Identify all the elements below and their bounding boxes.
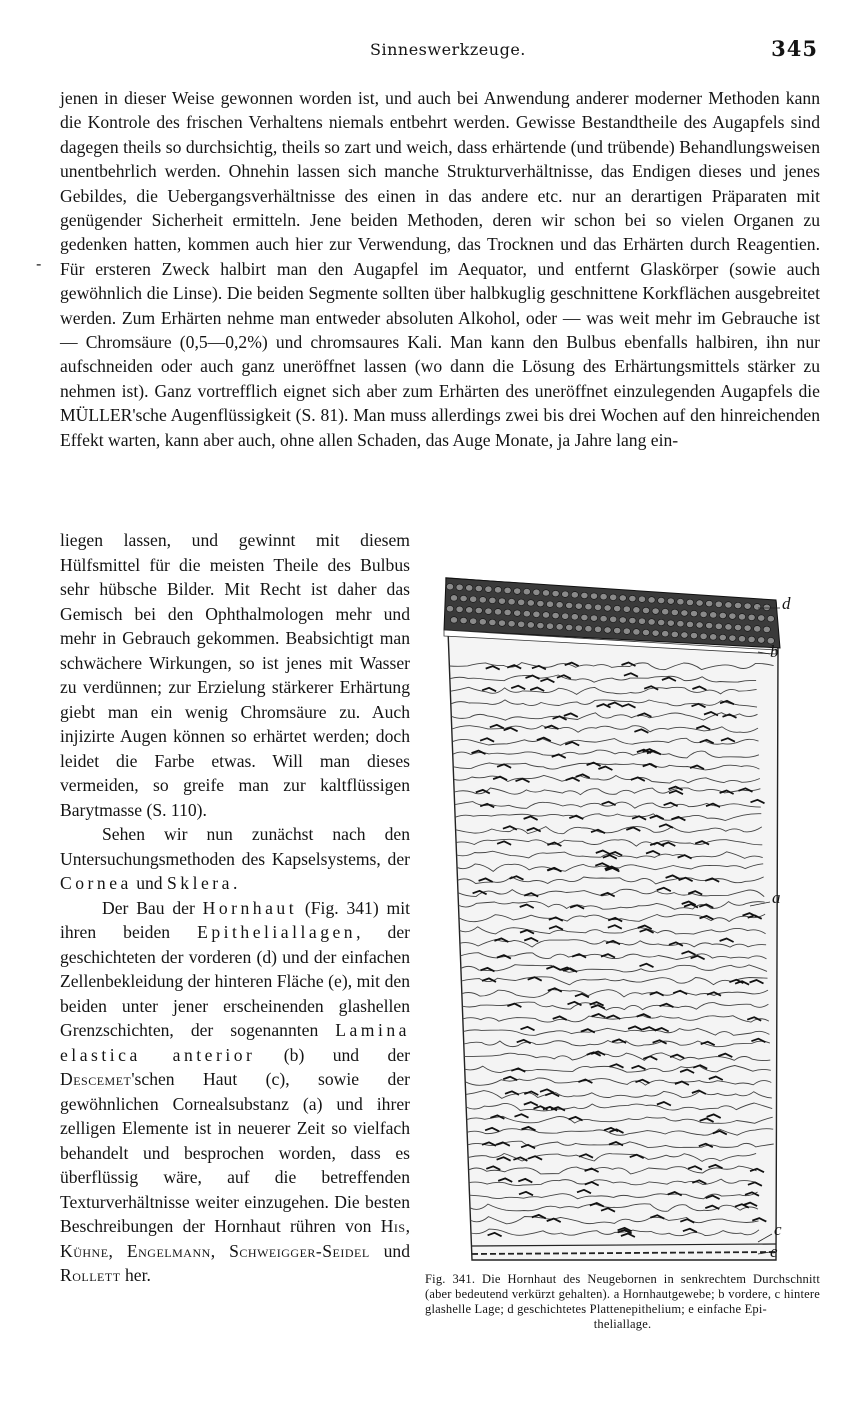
label-d: d [782, 594, 791, 613]
epithelial-cell [594, 626, 601, 632]
epithelial-cell [681, 632, 688, 638]
epithelial-cell [758, 615, 765, 621]
epithelial-cell [542, 590, 549, 596]
epithelial-cell [556, 602, 563, 608]
epithelial-cell [658, 597, 665, 603]
page-number: 345 [771, 36, 818, 61]
epithelial-cell [629, 617, 636, 623]
epithelial-cell [537, 600, 544, 606]
epithelial-cell [470, 596, 477, 602]
epithelial-cell [546, 623, 553, 629]
epithelial-cell [681, 610, 688, 616]
epithelial-cell [446, 606, 453, 612]
body-text-column [60, 528, 410, 1288]
epithelial-cell [738, 614, 745, 620]
epithelial-cell [648, 597, 655, 603]
epithelial-cell [604, 605, 611, 611]
label-a: a [772, 888, 781, 907]
epithelial-cell [533, 611, 540, 617]
epithelial-cell [642, 629, 649, 635]
paragraph-hornhaut [60, 896, 410, 1288]
text-run: , [405, 1216, 410, 1236]
epithelial-cell [571, 614, 578, 620]
label-e: e [770, 1242, 778, 1261]
epithelial-cell [671, 631, 678, 637]
epithelial-cell [470, 618, 477, 624]
epithelial-cell [508, 621, 515, 627]
caption-last-line: theliallage. [593, 1317, 652, 1331]
body-text-full-width [60, 86, 820, 452]
epithelial-cell [725, 624, 732, 630]
epithelial-cell [719, 612, 726, 618]
epithelial-cell [514, 610, 521, 616]
epithelial-cell [677, 621, 684, 627]
epithelial-cell [575, 625, 582, 631]
epithelial-cell [729, 613, 736, 619]
text-run: 'schen Haut (c), sowie der gewöhnlichen Cornealsubstanz (a) und ihrer zelligen Elemente ist in neuerer Zeit so vielfach behandelt und besprochen worden, dass es überflüssig wäre, auf die betreffenden Texturverhältnisse weiter einzugehen. Die besten Beschreibungen der Hornhaut rühren von [60, 1069, 410, 1236]
author-descemet: Descemet [60, 1069, 132, 1089]
epithelial-cell [504, 587, 511, 593]
epithelial-cell [623, 628, 630, 634]
epithelial-cell [614, 605, 621, 611]
epithelial-cell [450, 617, 457, 623]
epithelial-cell [696, 600, 703, 606]
epithelial-cell [638, 596, 645, 602]
epithelial-cell [460, 595, 467, 601]
epithelial-cell [629, 595, 636, 601]
text-run: Der Bau der [102, 897, 203, 918]
epithelial-cell [600, 616, 607, 622]
epithelial-cell [527, 622, 534, 628]
text-run: (Fig. 341) mit ihren beiden [60, 897, 410, 942]
epithelial-cell [700, 611, 707, 617]
epithelial-cell [652, 630, 659, 636]
epithelial-cell [566, 624, 573, 630]
epithelial-cell [585, 626, 592, 632]
epithelial-cell [696, 622, 703, 628]
epithelial-cell [456, 584, 463, 590]
text-run: , der geschichteten der vorderen (d) und der einfachen Zellenbekleidung der hinteren Fläche (e), mit den beiden unter jener erscheinenden glashellen Grenzschichten, der sogenannten [60, 922, 411, 1040]
epithelial-cell [498, 620, 505, 626]
label-b: b [770, 642, 779, 661]
term-sklera: Sklera [167, 873, 233, 893]
epithelial-cell [571, 592, 578, 598]
epithelial-cell [479, 619, 486, 625]
epithelial-cell [466, 607, 473, 613]
epithelial-cell [715, 623, 722, 629]
epithelial-cell [710, 612, 717, 618]
text-run: und [369, 1240, 411, 1261]
epithelial-cell [633, 607, 640, 613]
epithelial-cell [489, 597, 496, 603]
running-head [0, 36, 860, 66]
epithelial-cell [667, 598, 674, 604]
epithelial-cell [719, 634, 726, 640]
epithelial-cell [633, 629, 640, 635]
epithelial-cell [763, 626, 770, 632]
epithelial-cell [518, 621, 525, 627]
epithelial-cell [763, 604, 770, 610]
epithelial-cell [748, 614, 755, 620]
epithelial-cell [610, 616, 617, 622]
epithelial-cell [527, 600, 534, 606]
figure-341-cornea-section [440, 570, 820, 1270]
epithelial-cell [767, 616, 774, 622]
epithelial-cell [715, 601, 722, 607]
term-hornhaut: Hornhaut [202, 897, 298, 918]
cornea-illustration [440, 570, 820, 1270]
epithelial-cell [600, 594, 607, 600]
term-cornea: Cornea [60, 873, 132, 893]
epithelial-cell [710, 634, 717, 640]
text-run: , [210, 1240, 230, 1261]
epithelial-cell [446, 584, 453, 590]
epithelial-cell [604, 627, 611, 633]
epithelial-cell [619, 617, 626, 623]
epithelial-cell [494, 587, 501, 593]
epithelial-cell [475, 585, 482, 591]
margin-mark: - [36, 254, 42, 273]
epithelial-cell [725, 602, 732, 608]
epithelial-cell [677, 599, 684, 605]
epithelial-cell [729, 635, 736, 641]
epithelial-cell [456, 606, 463, 612]
epithelial-cell [542, 612, 549, 618]
epithelial-cell [594, 604, 601, 610]
text-run: , [108, 1240, 127, 1261]
epithelial-cell [754, 626, 761, 632]
epithelial-cell [498, 598, 505, 604]
epithelial-cell [450, 595, 457, 601]
epithelial-cell [552, 590, 559, 596]
epithelial-cell [485, 586, 492, 592]
epithelial-cell [485, 608, 492, 614]
epithelial-cell [662, 609, 669, 615]
epithelial-cell [552, 612, 559, 618]
epithelial-cell [518, 599, 525, 605]
epithelial-cell [734, 602, 741, 608]
epithelial-cell [648, 619, 655, 625]
epithelial-cell [738, 636, 745, 642]
paragraph-continuation: liegen lassen, und gewinnt mit diesem Hülfsmittel für die meisten Theile des Bulbus sehr hübsche Bilder. Mit Recht ist daher das Gemisch bei den Ophthalmologen mehr und mehr in Gebrauch gekommen. Beabsichtigt man schwächere Wirkungen, so ist jenes mit Wasser zu verdünnen; zur Erzielung stärkerer Erhärtung giebt man ein wenig Chromsäure zu. Auch injizirte Augen können so erhärtet werden; doch leidet die Farbe etwas. Will man dieses vermeiden, so greife man zur kaltflüssigen Barytmasse (S. 110). [60, 530, 410, 820]
epithelial-cell [581, 592, 588, 598]
epithelial-cell [671, 609, 678, 615]
figure-caption [425, 1272, 820, 1332]
epithelial-cell [546, 601, 553, 607]
term-lamina-elastica: Lamina elastica anterior [60, 1020, 410, 1065]
epithelial-cell [610, 594, 617, 600]
epithelial-cell [475, 607, 482, 613]
epithelial-cell [744, 603, 751, 609]
author-schweigger-seidel: Schweigger-Seidel [229, 1240, 370, 1261]
running-title: Sinneswerkzeuge. [370, 40, 526, 59]
epithelial-cell [508, 599, 515, 605]
epithelial-cell [523, 611, 530, 617]
paragraph-kapselsystem [60, 822, 410, 896]
epithelial-cell [658, 619, 665, 625]
author-his: His [380, 1216, 406, 1236]
epithelial-cell [614, 627, 621, 633]
epithelial-cell [479, 597, 486, 603]
epithelial-cell [744, 625, 751, 631]
epithelial-cell [690, 610, 697, 616]
epithelial-cell [652, 608, 659, 614]
epithelial-cell [585, 604, 592, 610]
epithelial-cell [533, 589, 540, 595]
epithelial-cell [460, 617, 467, 623]
epithelial-cell [686, 599, 693, 605]
epithelial-cell [590, 615, 597, 621]
caption-main: Fig. 341. Die Hornhaut des Neugebornen in senkrechtem Durchschnitt (aber bedeutend verkürzt gehalten). a Hornhautgewebe; b vordere, c hintere glashelle Lage; d geschichtetes Plattenepithelium; e einfache Epi- [425, 1272, 820, 1316]
epithelial-cell [748, 636, 755, 642]
label-c: c [774, 1220, 782, 1239]
text-run: und [131, 873, 167, 893]
epithelial-cell [581, 614, 588, 620]
term-epitheliallagen: Epitheliallagen [197, 922, 357, 942]
epithelial-cell [466, 585, 473, 591]
epithelial-cell [494, 609, 501, 615]
epithelial-cell [556, 624, 563, 630]
epithelial-cell [642, 607, 649, 613]
epithelial-cell [700, 633, 707, 639]
text-run: . [232, 873, 238, 893]
text-run: (b) und der [255, 1044, 410, 1065]
epithelial-cell [758, 637, 765, 643]
epithelial-cell [706, 600, 713, 606]
epithelial-cell [638, 618, 645, 624]
epithelial-cell [706, 622, 713, 628]
epithelial-cell [734, 624, 741, 630]
epithelial-cell [686, 621, 693, 627]
epithelial-cell [489, 619, 496, 625]
paragraph-methods: jenen in dieser Weise gewonnen worden ist, und auch bei Anwendung anderer moderner Methoden kann die Kontrole des frischen Verhaltens niemals entbehrt werden. Gewisse Bestandtheile des Augapfels sind dagegen theils so durchsichtig, theils so zart und weich, dass erhärtende (und trübende) Behandlungsweisen unentbehrlich werden. Ohnehin lassen sich manche Strukturverhältnisse, das Endigen dieses und jenes Gebildes, die Uebergangsverhältnisse des einen in das andere etc. nur an derartigen Präparaten mit genügender Sicherheit ermitteln. Jene beiden Methoden, deren wir schon bei so vielen Organen zu gedenken hatten, kommen auch hier zur Verwendung, das Trocknen und das Erhärten durch Reagentien. Für ersteren Zweck halbirt man den Augapfel im Aequator, und entfernt Glaskörper (sowie auch gewöhnlich die Linse). Die beiden Segmente sollten über halbkuglig geschnittene Korkflächen ausgebreitet werden. Zum Erhärten nehme man entweder absoluten Alkohol, oder — was weit mehr im Gebrauche ist — Chromsäure (0,5—0,2%) und chromsaures Kali. Man kann den Bulbus ebenfalls halbiren, ihn nur aufschneiden oder auch ganz uneröffnet lassen (wo dann die Lösung des Erhärtungsmittels stärker zu nehmen ist). Ganz vortrefflich eignet sich aber zum Erhärten des uneröffnet einzulegenden Augapfels die MÜLLER'sche Augenflüssigkeit (S. 81). Man muss allerdings zwei bis drei Wochen auf den hinreichenden Effekt warten, kann aber auch, ohne allen Schaden, das Auge Monate, ja Jahre lang ein- [60, 88, 820, 450]
text-run: Sehen wir nun zunächst nach den Untersuchungsmethoden des Kapselsystems, der [60, 824, 410, 869]
epithelial-cell [662, 631, 669, 637]
epithelial-cell [667, 620, 674, 626]
epithelial-cell [619, 595, 626, 601]
author-engelmann: Engelmann [126, 1240, 211, 1261]
epithelial-cell [623, 606, 630, 612]
text-run: her. [120, 1265, 151, 1285]
epithelial-cell [754, 604, 761, 610]
epithelial-cell [504, 609, 511, 615]
epithelial-cell [566, 602, 573, 608]
epithelial-cell [523, 589, 530, 595]
author-kuehne: Kühne [60, 1240, 109, 1261]
epithelial-cell [514, 588, 521, 594]
author-rollett: Rollett [60, 1265, 121, 1285]
epithelial-cell [562, 591, 569, 597]
epithelial-cell [690, 632, 697, 638]
epithelial-cell [590, 593, 597, 599]
epithelial-cell [562, 613, 569, 619]
epithelial-cell [537, 622, 544, 628]
epithelial-cell [575, 603, 582, 609]
